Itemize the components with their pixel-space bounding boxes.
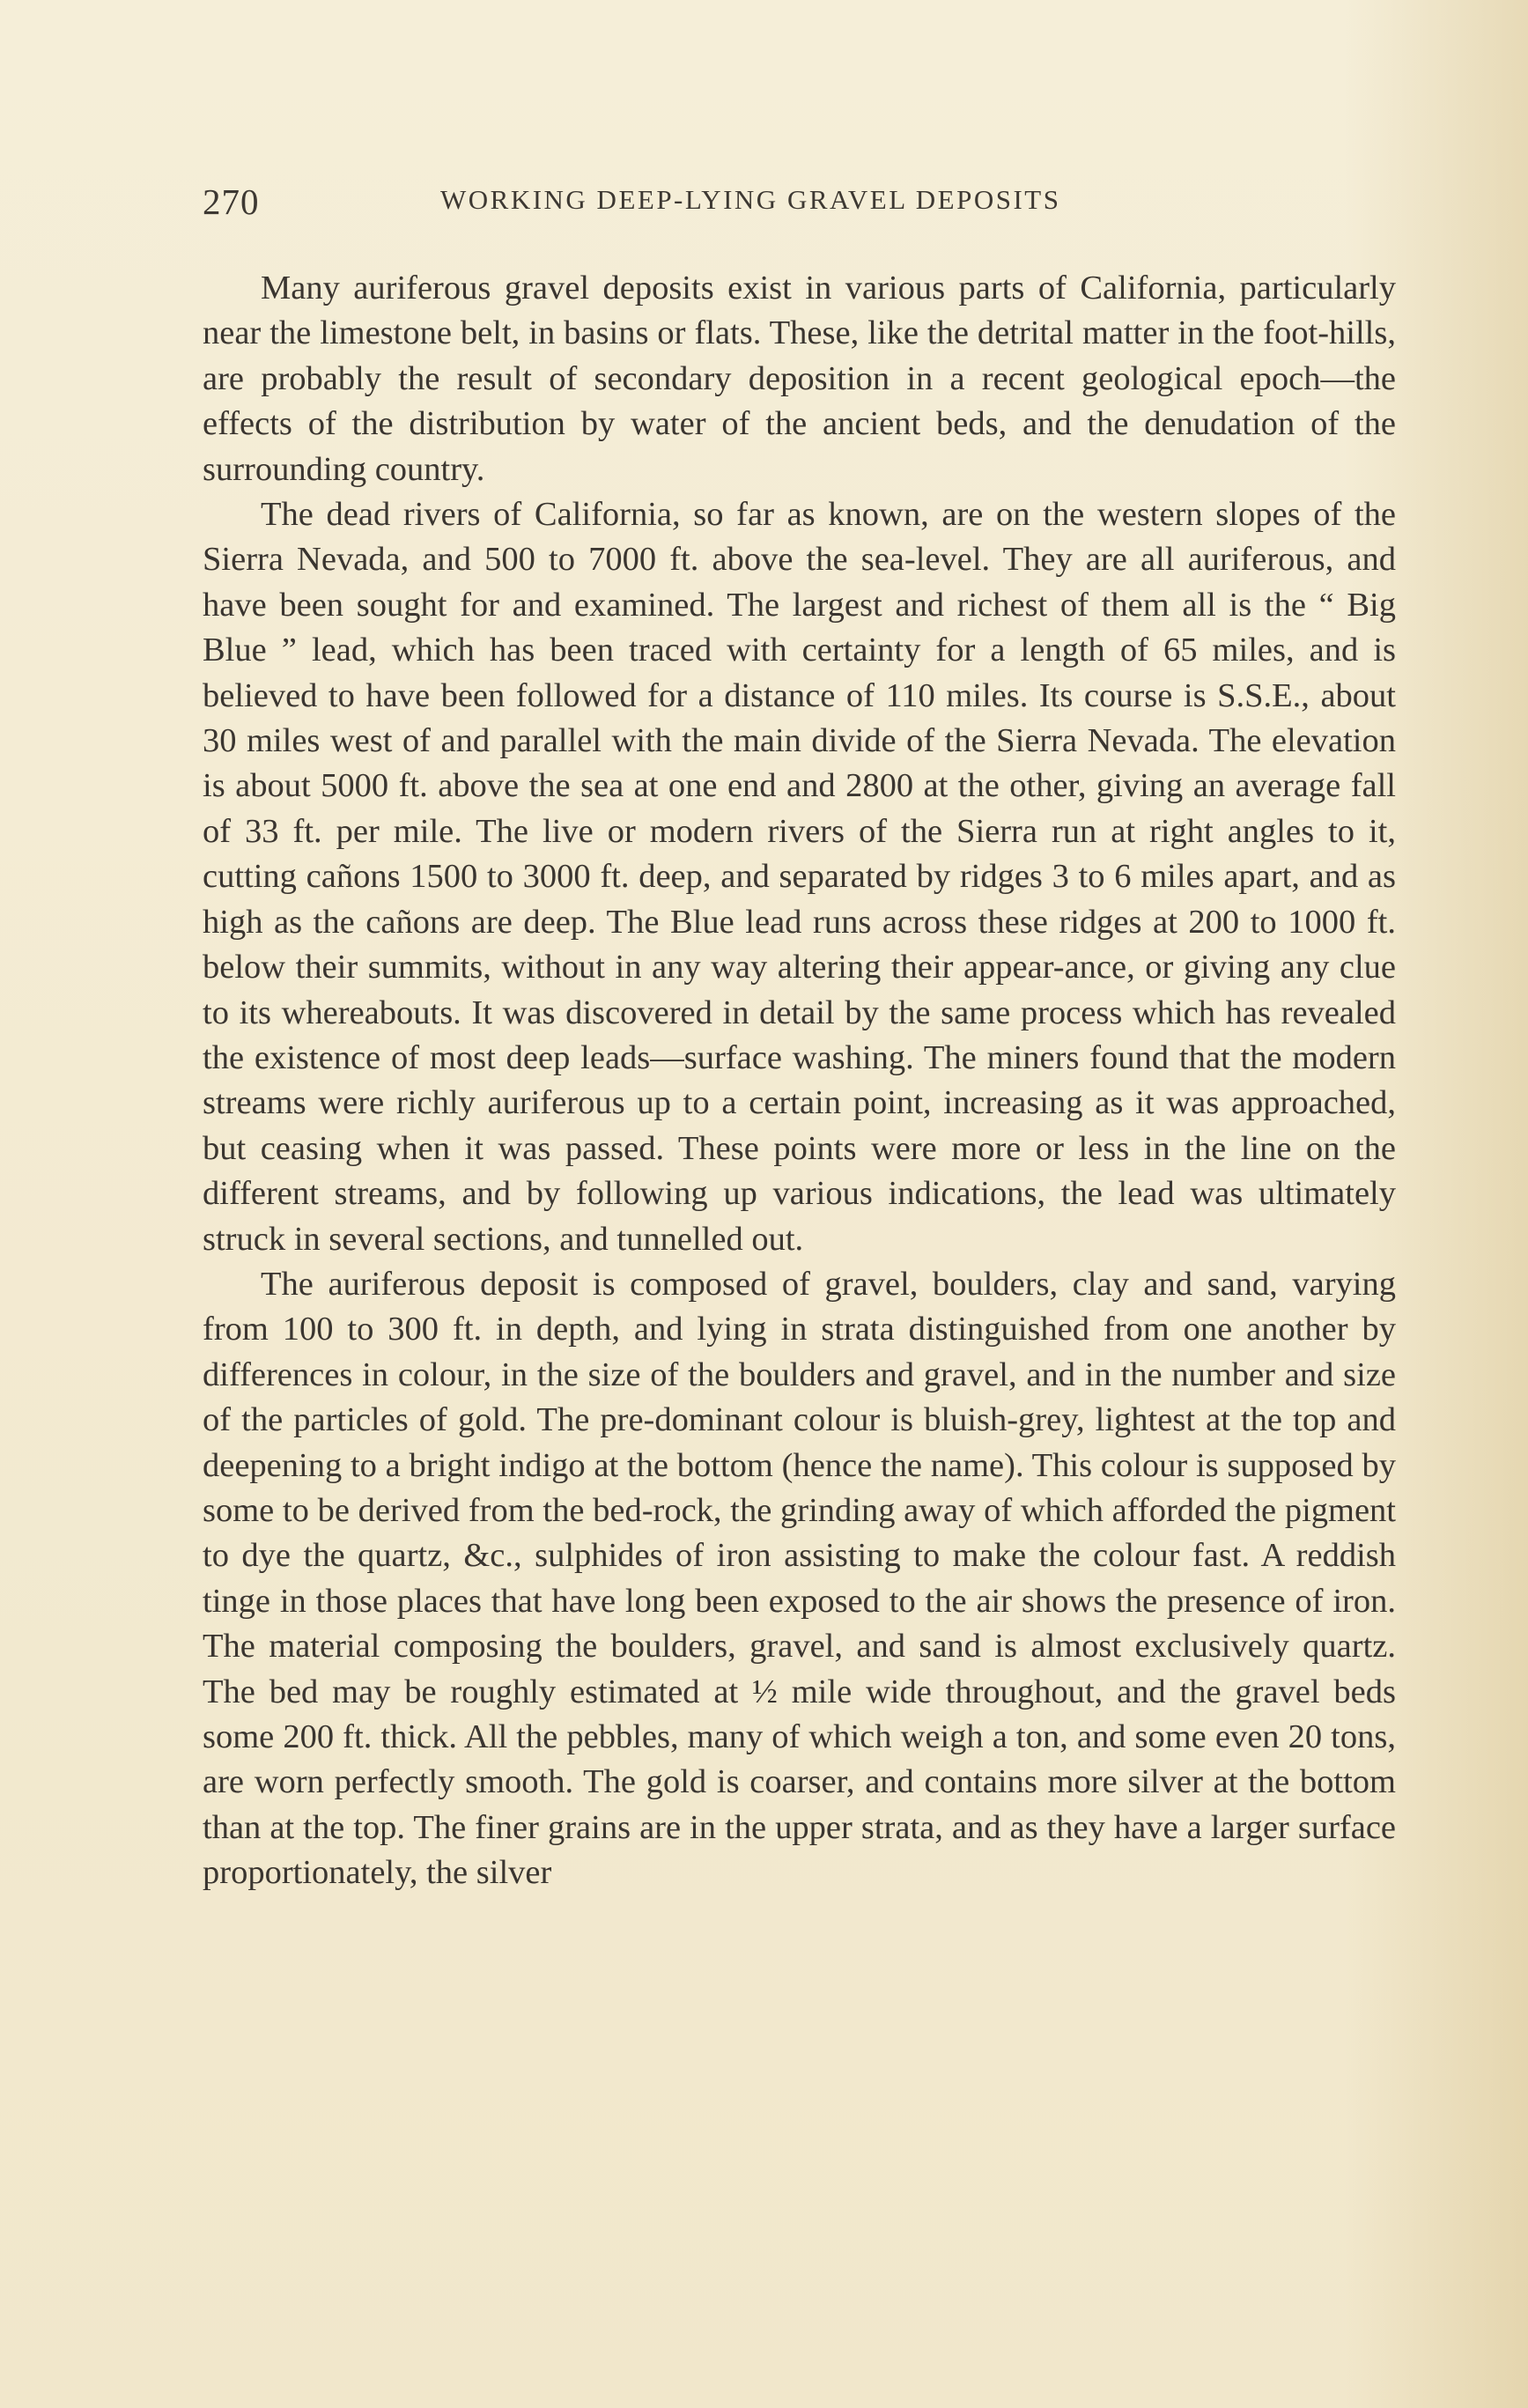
paragraph: The auriferous deposit is composed of gravel, boulders, clay and sand, varying from 100 to 300 ft. in depth, and lying in strata distinguished from one another by differences in colour, in the size of the boulders and gravel, and in the number and size of the particles of gold. The pre-dominant colour is bluish-grey, lightest at the top and deepening to a bright indigo at the bottom (hence the name). This colour is supposed by some to be derived from the bed-rock, the grinding away of which afforded the pigment to dye the quartz, &c., sulphides of iron assisting to make the colour fast. A reddish tinge in those places that have long been exposed to the air shows the presence of iron. The material composing the boulders, gravel, and sand is almost exclusively quartz. The bed may be roughly estimated at ½ mile wide throughout, and the gravel beds some 200 ft. thick. All the pebbles, many of which weigh a ton, and some even 20 tons, are worn perfectly smooth. The gold is coarser, and contains more silver at the bottom than at the top. The finer grains are in the upper strata, and as they have a larger surface proportionately, the silver	[203, 1265, 1396, 1892]
paragraph: Many auriferous gravel deposits exist in various parts of California, particularly near the limestone belt, in basins or flats. These, like the detrital matter in the foot-hills, are probably the result of secondary deposition in a recent geological epoch—the effects of the distribution by water of the ancient beds, and the denudation of the surrounding country.	[203, 270, 1396, 488]
page-number: 270	[203, 181, 260, 222]
paragraph: The dead rivers of California, so far as known, are on the western slopes of the Sierra Nevada, and 500 to 7000 ft. above the sea-level. They are all auriferous, and have been sought for and examined. The largest and richest of them all is the “ Big Blue ” lead, which has been traced with certainty for a length of 65 miles, and is believed to have been followed for a distance of 110 miles. Its course is S.S.E., about 30 miles west of and parallel with the main divide of the Sierra Nevada. The elevation is about 5000 ft. above the sea at one end and 2800 at the other, giving an average fall of 33 ft. per mile. The live or modern rivers of the Sierra run at right angles to it, cutting cañons 1500 to 3000 ft. deep, and separated by ridges 3 to 6 miles apart, and as high as the cañons are deep. The Blue lead runs across these ridges at 200 to 1000 ft. below their summits, without in any way altering their appear-ance, or giving any clue to its whereabouts. It was discovered in detail by the same process which has revealed the existence of most deep leads—surface washing. The miners found that the modern streams were richly auriferous up to a certain point, increasing as it was approached, but ceasing when it was passed. These points were more or less in the line on the different streams, and by following up various indications, the lead was ultimately struck in several sections, and tunnelled out.	[203, 496, 1396, 1258]
page-header	[203, 181, 1396, 233]
running-head: WORKING DEEP-LYING GRAVEL DEPOSITS	[440, 184, 1061, 215]
body-text	[203, 266, 1396, 1896]
